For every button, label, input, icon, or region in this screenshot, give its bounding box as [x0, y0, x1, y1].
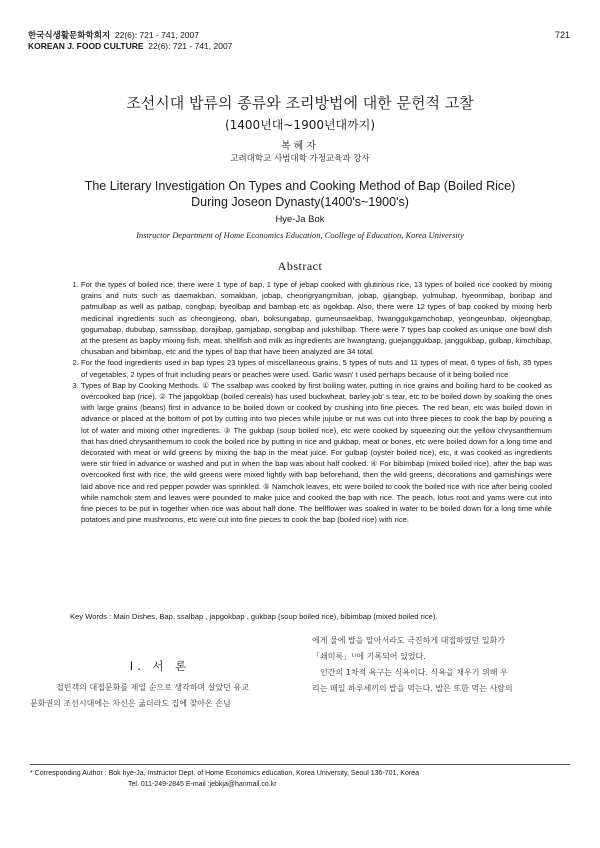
author-english: Hye-Ja Bok: [275, 214, 325, 225]
title-english-line1: The Literary Investigation On Types and Cooking Method of Bap (Boiled Rice): [84, 179, 516, 193]
subtitle-korean: (1400년대~1900년대까지): [224, 118, 376, 132]
journal-name-kr: 한국식생활문화학회지: [28, 30, 111, 40]
body-line: 리는 매일 하루세끼의 밥을 먹는다. 밥은 또한 먹는 사람의: [312, 684, 513, 693]
title-english-line2: During Joseon Dynasty(1400's~1900's): [191, 195, 409, 209]
journal-header: [28, 30, 232, 52]
title-korean: 조선시대 밥류의 종류와 조리방법에 대한 문헌적 고찰: [126, 94, 474, 112]
footnote: [30, 768, 419, 790]
body-line: 인간의 1차적 욕구는 식욕이다. 식욕을 채우기 위해 우: [320, 668, 508, 677]
footnote-contact: Tel. 011-249-2845 E-mail :jebkja@hanmail.co.kr: [128, 781, 277, 788]
abstract-body: [70, 279, 552, 525]
footnote-divider: [30, 764, 570, 765]
citation-kr: 22(6): 721 - 741, 2007: [114, 30, 199, 40]
body-line: 문화권의 조선시대에는 자신은 굶더라도 집에 찾아온 손님: [30, 699, 231, 708]
abstract-item: 2. For the food ingredients used in bap types 23 types of miscellaneous grains, 5 types of nuts and 11 types of meat, 6 types of fish, 35 types of vegetables, 2 types of fruit including pears or peaches were used. Garlic wasn' t used perhaps because of it being boiled rice: [81, 357, 552, 379]
title-english: [0, 178, 600, 210]
abstract-heading: Abstract: [277, 259, 323, 273]
keywords: Key Words : Main Dishes, Bap, ssalbap , japgokbap , gukbap (soup boiled rice), bibimbap (mixed boiled rice).: [70, 612, 438, 621]
intro-left-column: [30, 680, 294, 712]
affiliation-english: Instructor Department of Home Economics Education, Coollege of Education, Korea University: [136, 230, 464, 240]
author-korean: 복혜자: [281, 141, 319, 152]
abstract-item: 3. Types of Bap by Cooking Methods. ① The ssalbap was cooked by first boiling water, putting in rice grains and boiling hard to be cooked as overcooked bap (rice). ② The japgokbap (boiled cereals) has used buckwheat, barley job' s tear, etc to be boiled down by soaking the ones with large grains (beans) first in advance to be boiled down or cooked by crushing into fine pieces. The red bean, etc was boiled down in advance or placed at the bottom of pot by cutting into two pieces while jujube or nut was cut into three pieces to cook the bap by pouring a lot of water and mixing other ingredients. ③ The gukbap (soup boiled rice), etc were cooked by squeezing out the yellow chrysanthemum that has dried chrysanthemum to cook the boiled rice by putting in rice and gukbap, meat or bones, etc were boiled down for a long time and decorated with meat or wild greens by mixing the bap in the meat juice. For gulbap (oyster boiled rice), etc, it was cooked as ingredients were stir fried in advance or washed and put in when the bap was about half cooked. ④ For bibimbap (mixed boiled rice), after the bap was overcooked first with rice, the wild greens were mixed lightly with bap beforehand, then the wild greens, decorations and garnishings were laid above rice and red pepper powder was sprinkled. ⑤ Namchok leaves, etc were boiled to cook the boiled rice with rice after being cooled while namchok stem and leaves were pounded to make juice and cooked the bap with rice. The peach, lotus root and yams were cut into fine pieces to be put in together when rice was about half done. The bellflower was soaked in water to be boiled down for a long time while potatoes and pine mushrooms, etc were cut into fine pieces to cook the bap (boiled rice) with rice.: [81, 380, 552, 526]
page-number: 721: [554, 30, 570, 40]
journal-name-en: KOREAN J. FOOD CULTURE: [28, 41, 144, 51]
abstract-item: 1. For the types of boiled rice, there were 1 type of bap, 1 type of jebap cooked with glutinous rice, 13 types of boiled rice cooked by mixing grains and nuts such as daemakban, somakban, jobap, cheongryangmiban, jobap, gijangbap, yulmubap, hyeonmibap, boribap and patmulbap as well as patbap, congbap, byeolbap and bambap etc as ogokbap. Also, there were 12 types of bap cooked by mixing herb medicinal ingredients such as cheongjeong, oban, boksungabap, gumeunsaekbap, hwanggukgamchobap, yeongeunbap, okjeongbap, gogumabap, dububap, samssibap, dorajibap, gamjabap, songibap and jukshilbap. There were 7 types bap cooked as unique one bowl dish at the present as bapby mixing fish, meat, shellfish and milk as ingredients are hwangtang, guejanggukbap, janggukbap, gulbap, kimchibap, chusaban and bibimbap, etc and the types of bap that have been analyzed are 34 total.: [81, 279, 552, 357]
citation-en: 22(6): 721 - 741, 2007: [148, 41, 233, 51]
footnote-author: * Corresponding Author : Bok hye-Ja, Instructor Dept. of Home Economics education, Korea University, Seoul 136-701, Korea: [30, 770, 419, 777]
body-line: 에게 물에 밥을 말아서라도 극진하게 대접하였던 일화가: [312, 636, 505, 645]
body-line: 「쇄미록」¹⁾에 기록되어 있었다.: [312, 652, 426, 661]
affiliation-korean: 고려대학교 사범대학 가정교육과 강사: [230, 154, 370, 164]
section-heading-introduction: I. 서 론: [129, 659, 191, 673]
body-line: 접빈객의 대접문화를 제일 순으로 생각하며 살았던 유교: [56, 683, 249, 692]
intro-right-column: [312, 633, 554, 697]
